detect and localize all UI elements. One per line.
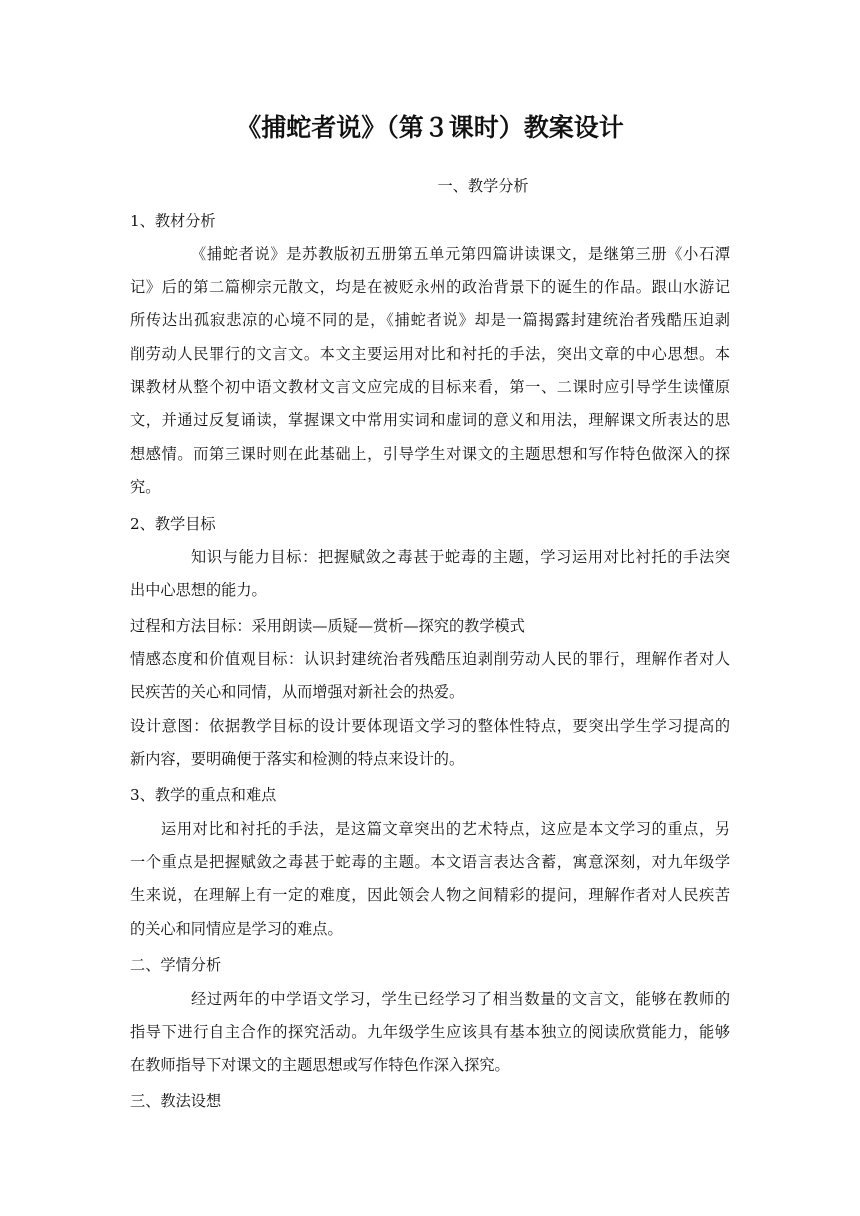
sub-1-line: 究。 (130, 478, 161, 496)
sub-1-line: 课教材从整个初中语文教材文言文应完成的目标来看，第一、二课时应引导学生读懂原 (130, 378, 730, 396)
document-title: 《捕蛇者说》（第３课时）教案设计 (236, 113, 624, 142)
sub-2-line: 知识与能力目标：把握赋敛之毒甚于蛇毒的主题，学习运用对比衬托的手法突 (191, 548, 730, 566)
section-2-line: 指导下进行自主合作的探究活动。九年级学生应该具有基本独立的阅读欣赏能力，能够 (130, 1023, 730, 1041)
sub-1-line: 记》后的第二篇柳宗元散文，均是在被贬永州的政治背景下的诞生的作品。跟山水游记 (130, 278, 730, 296)
sub-3-line: 的关心和同情应是学习的难点。 (130, 920, 343, 938)
sub-2-line: 出中心思想的能力。 (130, 581, 267, 599)
sub-1-line: 所传达出孤寂悲凉的心境不同的是，《捕蛇者说》却是一篇揭露封建统治者残酷压迫剥 (130, 311, 730, 329)
sub-1-line: 削劳动人民罪行的文言文。本文主要运用对比和衬托的手法，突出文章的中心思想。本 (130, 345, 730, 363)
sub-1-heading: 1、教材分析 (130, 212, 216, 230)
sub-1-line: 文，并通过反复诵读，掌握课文中常用实词和虚词的意义和用法，理解课文所表达的思 (130, 411, 730, 429)
sub-2-line: 民疾苦的关心和同情，从而增强对新社会的热爱。 (130, 683, 465, 701)
section-1-heading: 一、教学分析 (437, 177, 529, 195)
sub-3-line: 一个重点是把握赋敛之毒甚于蛇毒的主题。本文语言表达含蓄，寓意深刻，对九年级学 (130, 853, 730, 871)
sub-1-line: 《捕蛇者说》是苏教版初五册第五单元第四篇讲读课文，是继第三册《小石潭 (191, 245, 730, 263)
sub-2-heading: 2、教学目标 (130, 515, 216, 533)
sub-3-heading: 3、教学的重点和难点 (130, 786, 277, 804)
sub-1-line: 想感情。而第三课时则在此基础上，引导学生对课文的主题思想和写作特色做深入的探 (130, 445, 730, 463)
sub-2-line: 情感态度和价值观目标：认识封建统治者残酷压迫剥削劳动人民的罪行，理解作者对人 (130, 650, 730, 668)
section-3-heading: 三、教法设想 (130, 1092, 222, 1110)
section-2-heading: 二、学情分析 (130, 956, 222, 974)
sub-3-line: 运用对比和衬托的手法，是这篇文章突出的艺术特点，这应是本文学习的重点，另 (161, 820, 730, 838)
sub-2-line: 过程和方法目标：采用朗读—质疑—赏析—探究的教学模式 (130, 617, 525, 635)
section-2-line: 经过两年的中学语文学习，学生已经学习了相当数量的文言文，能够在教师的 (191, 990, 730, 1008)
section-2-line: 在教师指导下对课文的主题思想或写作特色作深入探究。 (130, 1056, 510, 1074)
sub-3-line: 生来说，在理解上有一定的难度，因此领会人物之间精彩的提问，理解作者对人民疾苦 (130, 886, 730, 904)
sub-2-line: 新内容，要明确便于落实和检测的特点来设计的。 (130, 750, 465, 768)
sub-2-line: 设计意图：依据教学目标的设计要体现语文学习的整体性特点，要突出学生学习提高的 (130, 717, 730, 735)
